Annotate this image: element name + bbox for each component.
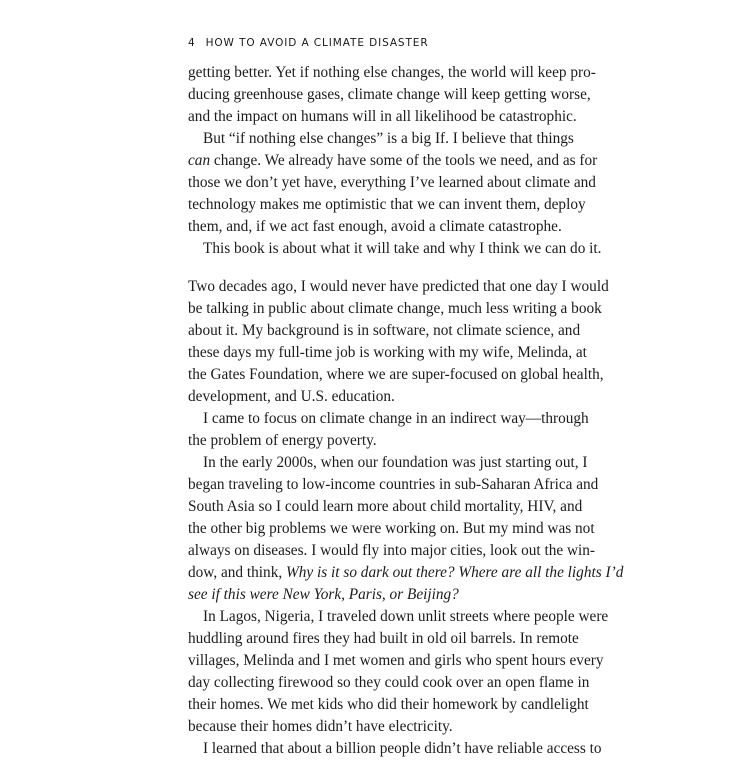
page-number: 4 [188,37,196,49]
text-line: I came to focus on climate change in an indirect way—through [203,410,589,427]
emphasis-text: Why is it so dark out there? Where are all the lights I’d [286,564,624,581]
text-line: This book is about what it will take and why I think we can do it. [203,240,602,257]
text-section-1 [188,62,602,260]
text-line: ducing greenhouse gases, climate change will keep getting worse, [188,86,591,103]
text-line: see if this were New York, Paris, or Beijing? [188,586,459,603]
text-span: change. We already have some of the tools we need, and as for [210,152,598,169]
text-line: But “if nothing else changes” is a big If. I believe that things [203,130,574,147]
text-line: the other big problems we were working on. But my mind was not [188,520,595,537]
text-line: getting better. Yet if nothing else changes, the world will keep pro- [188,64,596,81]
text-line: technology makes me optimistic that we can invent them, deploy [188,196,586,213]
text-line: huddling around fires they had built in old oil barrels. In remote [188,630,579,647]
text-line: Two decades ago, I would never have predicted that one day I would [188,278,609,295]
text-line [188,562,624,584]
text-line: them, and, if we act fast enough, avoid a climate catastrophe. [188,218,562,235]
text-line: about it. My background is in software, not climate science, and [188,322,581,339]
text-line: In Lagos, Nigeria, I traveled down unlit streets where people were [203,608,609,625]
text-line [188,150,598,172]
text-line: South Asia so I could learn more about child mortality, HIV, and [188,498,583,515]
text-line: development, and U.S. education. [188,388,395,405]
text-line: those we don’t yet have, everything I’ve learned about climate and [188,174,596,191]
text-line: began traveling to low-income countries in sub-Saharan Africa and [188,476,599,493]
text-line: because their homes didn’t have electricity. [188,718,453,735]
text-line: be talking in public about climate change, much less writing a book [188,300,602,317]
book-title: HOW TO AVOID A CLIMATE DISASTER [205,37,429,49]
running-head [188,37,429,49]
text-line: In the early 2000s, when our foundation was just starting out, I [203,454,588,471]
text-line: the problem of energy poverty. [188,432,377,449]
text-span: dow, and think, [188,564,287,581]
text-line: day collecting firewood so they could cook over an open flame in [188,674,590,691]
text-line: I learned that about a billion people didn’t have reliable access to [203,740,602,757]
text-section-2 [188,276,624,760]
text-line: and the impact on humans will in all likelihood be catastrophic. [188,108,577,125]
text-line: always on diseases. I would fly into major cities, look out the win- [188,542,595,559]
text-line: their homes. We met kids who did their homework by candlelight [188,696,589,713]
text-line: the Gates Foundation, where we are super-focused on global health, [188,366,604,383]
text-line: villages, Melinda and I met women and girls who spent hours every [188,652,604,669]
text-line: these days my full-time job is working with my wife, Melinda, at [188,344,587,361]
emphasis-text: can [188,152,211,169]
